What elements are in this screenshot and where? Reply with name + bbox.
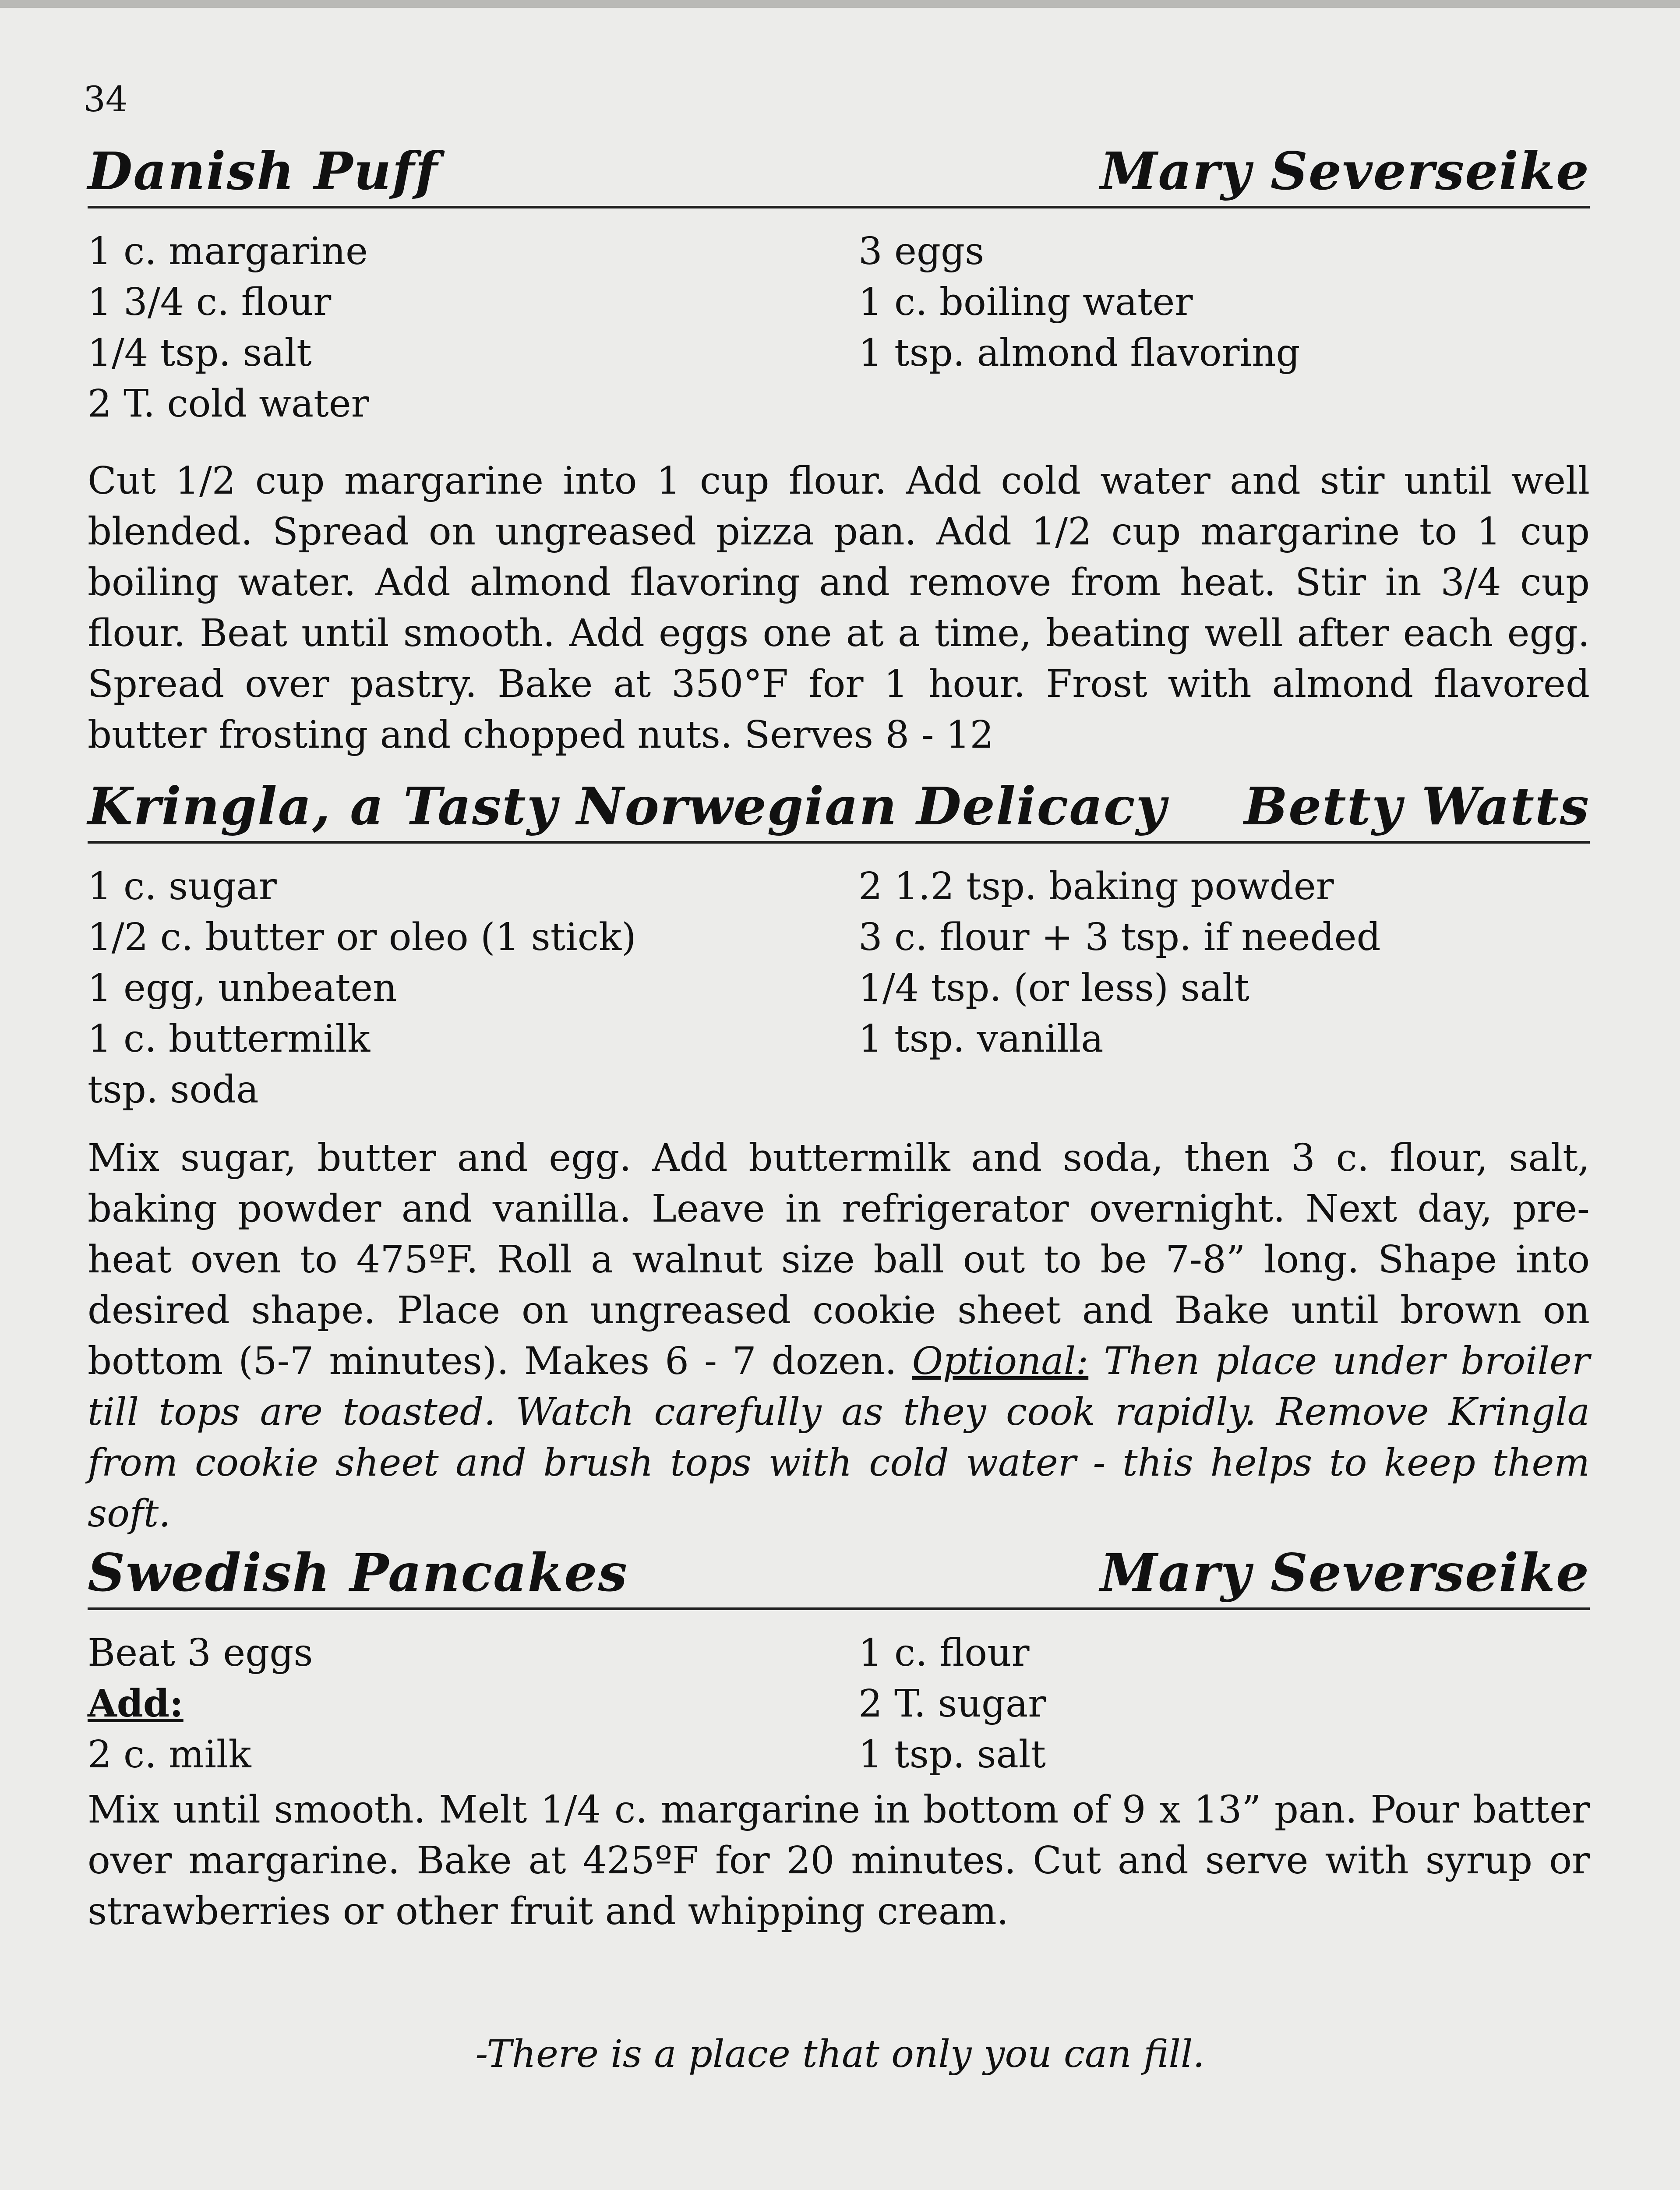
recipe-title: Swedish Pancakes — [88, 1542, 628, 1603]
ingredient-item: 1 tsp. almond flavoring — [858, 331, 1300, 375]
ingredients-right — [858, 226, 1300, 378]
ingredient-item: 1/4 tsp. salt — [88, 331, 312, 375]
add-label: Add: — [88, 1681, 184, 1726]
ingredients — [88, 226, 1590, 429]
ingredient-item: tsp. soda — [88, 1068, 259, 1112]
ingredient-item: 1/2 c. butter or oleo (1 stick) — [88, 915, 636, 959]
optional-label: Optional: — [912, 1339, 1089, 1383]
recipe-header — [88, 1542, 1590, 1610]
ingredient-item: 3 c. flour + 3 tsp. if needed — [858, 915, 1381, 959]
ingredient-item: 1 c. margarine — [88, 230, 368, 273]
ingredient-item: 1 c. boiling water — [858, 280, 1193, 324]
ingredient-item: 3 eggs — [858, 230, 985, 273]
page-number: 34 — [83, 79, 128, 120]
instructions-text: Mix sugar, butter and egg. Add buttermilk and soda, then 3 c. flour, salt, baking powder and vanilla. Leave in refrigerator overnight. Next day, pre-heat oven to 475ºF. Roll a walnut size ball out to be 7-8” long. Shape into desired shape. Place on ungreased cookie sheet and Bake until brown on bottom (5-7 minutes). Makes 6 - 7 dozen. — [88, 1136, 1590, 1383]
ingredient-item: 1 c. flour — [858, 1631, 1030, 1675]
ingredients-left — [88, 861, 636, 1115]
recipe-instructions: Cut 1/2 cup margarine into 1 cup flour. Add cold water and stir until well blended. Spread on ungreased pizza pan. Add 1/2 cup margarine to 1 cup boiling water. Add almond flavoring and remove from heat. Stir in 3/4 cup flour. Beat until smooth. Add eggs one at a time, beating well after each egg. Spread over pastry. Bake at 350°F for 1 hour. Frost with almond flavored butter frosting and chopped nuts. Serves 8 - 12 — [88, 459, 1590, 757]
recipe-header — [88, 775, 1590, 844]
ingredients-right — [858, 1628, 1046, 1780]
recipe-author: Mary Severseike — [1100, 1542, 1590, 1603]
recipe-author: Betty Watts — [1244, 776, 1590, 837]
ingredients-left — [88, 1628, 313, 1780]
recipe-header — [88, 140, 1590, 208]
ingredient-item: 2 c. milk — [88, 1733, 251, 1777]
recipe-instructions: Mix until smooth. Melt 1/4 c. margarine in bottom of 9 x 13” pan. Pour batter over margarine. Bake at 425ºF for 20 minutes. Cut and serve with syrup or strawberries or other fruit and whipping cream. — [88, 1788, 1590, 1933]
ingredient-item: 1 egg, unbeaten — [88, 966, 397, 1010]
recipe-kringla — [88, 775, 1590, 1539]
recipe-instructions — [88, 1133, 1590, 1539]
ingredient-item: 1 tsp. vanilla — [858, 1017, 1104, 1061]
ingredient-item: 1 c. buttermilk — [88, 1017, 371, 1061]
recipe-author: Mary Severseike — [1100, 141, 1590, 201]
ingredient-item: 1 3/4 c. flour — [88, 280, 332, 324]
recipe-danish-puff — [88, 140, 1590, 760]
optional-text: Then place under broiler till tops are toasted. Watch carefully as they cook rapidly. Remove Kringla from cookie sheet and brush tops with cold water - this helps to keep them soft. — [88, 1339, 1590, 1536]
ingredients — [88, 1628, 1590, 1780]
ingredient-item: 2 T. cold water — [88, 382, 369, 426]
ingredient-item: 2 T. sugar — [858, 1682, 1046, 1726]
scan-top-edge — [0, 0, 1680, 8]
ingredient-item: 1 tsp. salt — [858, 1733, 1046, 1777]
recipe-title: Kringla, a Tasty Norwegian Delicacy — [88, 776, 1167, 837]
closing-quote: -There is a place that only you can fill. — [475, 2032, 1205, 2076]
ingredient-item: 1 c. sugar — [88, 865, 277, 908]
ingredient-item: 1/4 tsp. (or less) salt — [858, 966, 1249, 1010]
recipe-title: Danish Puff — [88, 141, 438, 201]
ingredients — [88, 861, 1590, 1115]
ingredients-right — [858, 861, 1381, 1064]
ingredient-item: 2 1.2 tsp. baking powder — [858, 865, 1334, 908]
recipe-swedish-pancakes — [88, 1542, 1590, 1937]
ingredient-item: Beat 3 eggs — [88, 1631, 313, 1675]
ingredients-left — [88, 226, 369, 429]
